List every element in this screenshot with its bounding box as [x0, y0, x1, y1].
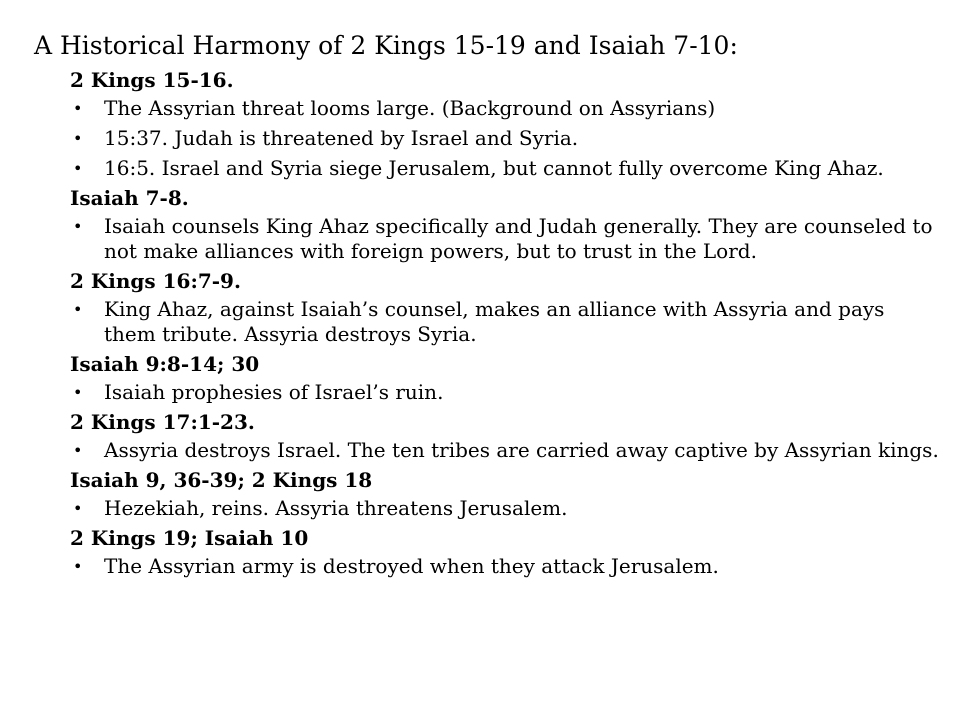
bullet-item [70, 214, 940, 264]
bullet-item [70, 126, 940, 151]
section [70, 468, 940, 521]
bullet-icon: • [73, 499, 83, 518]
bullet-icon: • [73, 99, 83, 118]
bullet-text: Isaiah counsels King Ahaz specifically and Judah generally. They are counseled to not make alliances with foreign powers, but to trust in the Lord. [104, 214, 933, 263]
section-heading: 2 Kings 15-16. [70, 68, 234, 92]
bullet-item [70, 380, 940, 405]
section-heading: Isaiah 9:8-14; 30 [70, 352, 260, 376]
bullet-icon: • [73, 557, 83, 576]
bullet-icon: • [73, 129, 83, 148]
bullet-list [70, 214, 940, 264]
bullet-list [70, 96, 940, 181]
section-heading: Isaiah 9, 36-39; 2 Kings 18 [70, 468, 373, 492]
bullet-item [70, 554, 940, 579]
bullet-icon: • [73, 217, 83, 236]
bullet-list [70, 380, 940, 405]
slide-title: A Historical Harmony of 2 Kings 15-19 and Isaiah 7-10: [34, 31, 738, 60]
bullet-list [70, 438, 940, 463]
section-heading: 2 Kings 19; Isaiah 10 [70, 526, 309, 550]
bullet-icon: • [73, 300, 83, 319]
bullet-text: Hezekiah, reins. Assyria threatens Jerusalem. [104, 496, 568, 520]
section [70, 410, 940, 463]
bullet-item [70, 438, 940, 463]
section-heading: Isaiah 7-8. [70, 186, 189, 210]
bullet-icon: • [73, 441, 83, 460]
bullet-text: 15:37. Judah is threatened by Israel and Syria. [104, 126, 579, 150]
bullet-text: King Ahaz, against Isaiah’s counsel, makes an alliance with Assyria and pays them tribute. Assyria destroys Syria. [104, 297, 885, 346]
bullet-text: Isaiah prophesies of Israel’s ruin. [104, 380, 444, 404]
section [70, 269, 940, 347]
outline [70, 68, 940, 584]
section-heading: 2 Kings 17:1-23. [70, 410, 255, 434]
bullet-item [70, 156, 940, 181]
bullet-item [70, 96, 940, 121]
bullet-icon: • [73, 159, 83, 178]
section-heading: 2 Kings 16:7-9. [70, 269, 241, 293]
bullet-icon: • [73, 383, 83, 402]
section [70, 352, 940, 405]
bullet-list [70, 496, 940, 521]
section [70, 68, 940, 181]
section [70, 526, 940, 579]
bullet-text: The Assyrian army is destroyed when they attack Jerusalem. [104, 554, 719, 578]
bullet-list [70, 554, 940, 579]
section [70, 186, 940, 264]
bullet-list [70, 297, 940, 347]
bullet-text: Assyria destroys Israel. The ten tribes are carried away captive by Assyrian kings. [104, 438, 939, 462]
bullet-text: 16:5. Israel and Syria siege Jerusalem, but cannot fully overcome King Ahaz. [104, 156, 884, 180]
bullet-item [70, 496, 940, 521]
bullet-text: The Assyrian threat looms large. (Background on Assyrians) [104, 96, 716, 120]
bullet-item [70, 297, 940, 347]
